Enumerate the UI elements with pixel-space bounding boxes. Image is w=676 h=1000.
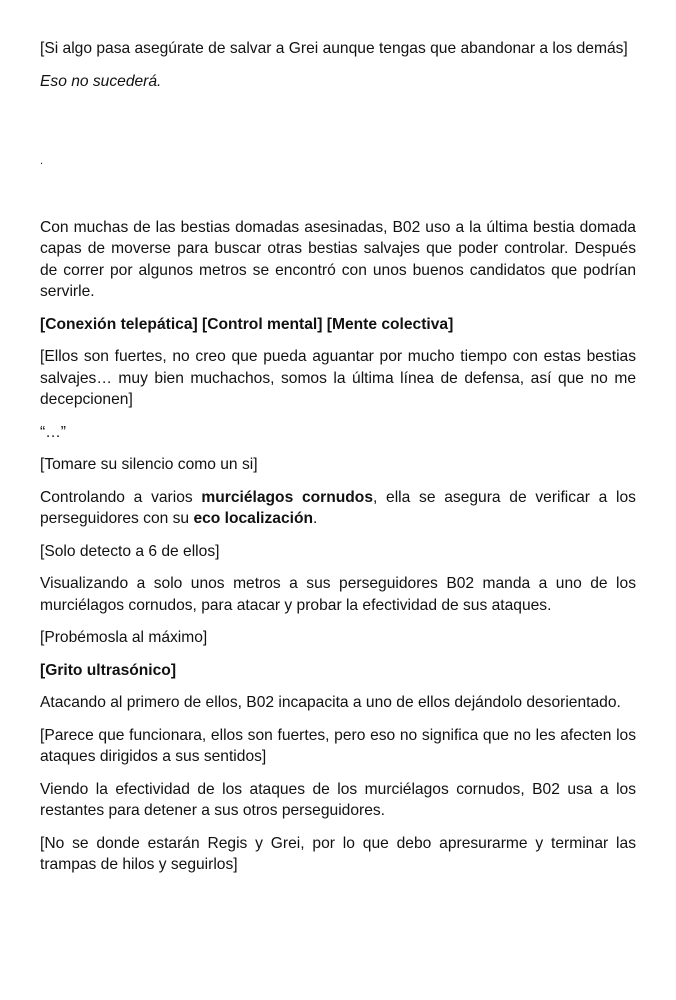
- paragraph-dialogue-4: [Solo detecto a 6 de ellos]: [40, 542, 220, 560]
- paragraph-dialogue-6: [Parece que funcionara, ellos son fuertes, pero eso no significa que no les afecten los ataques dirigidos a sus sentidos]: [40, 726, 636, 765]
- paragraph-narration-3: Visualizando a solo unos metros a sus perseguidores B02 manda a uno de los murciélagos cornudos, para atacar y probar la efectividad de sus ataques.: [40, 575, 636, 614]
- paragraph-thought-1: Eso no sucederá.: [40, 72, 162, 90]
- paragraph-dialogue-3: [Tomare su silencio como un si]: [40, 456, 258, 473]
- paragraph-narration-5: Viendo la efectividad de los ataques de los murciélagos cornudos, B02 usa a los restantes para detener a sus otros perseguidores.: [40, 780, 636, 819]
- scene-break-dot: .: [40, 155, 44, 167]
- paragraph-dialogue-7: [No se donde estarán Regis y Grei, por lo que debo apresurarme y terminar las trampas de hilos y seguirlos]: [40, 834, 636, 873]
- spacer: [40, 173, 636, 217]
- spacer: [40, 103, 636, 151]
- paragraph-dialogue-1: [Si algo pasa asegúrate de salvar a Grei aunque tengas que abandonar a los demás]: [40, 40, 628, 57]
- bold-term-echolocation: eco localización: [193, 510, 314, 527]
- narration-text: .: [313, 510, 318, 527]
- narration-text: Controlando a varios: [40, 488, 202, 506]
- paragraph-narration-2: [40, 487, 636, 530]
- paragraph-dialogue-2: [Ellos son fuertes, no creo que pueda aguantar por mucho tiempo con estas bestias salvajes… muy bien muchachos, somos la última línea de defensa, así que no me decepcionen]: [40, 348, 636, 408]
- paragraph-skills-1: [Conexión telepática] [Control mental] [Mente colectiva]: [40, 315, 454, 333]
- paragraph-dialogue-5: [Probémosla al máximo]: [40, 629, 208, 646]
- paragraph-narration-4: Atacando al primero de ellos, B02 incapacita a uno de ellos dejándolo desorientado.: [40, 694, 621, 711]
- paragraph-narration-1: Con muchas de las bestias domadas asesinadas, B02 uso a la última bestia domada capas de moverse para buscar otras bestias salvajes que poder controlar. Después de correr por algunos metros se encontró con unos buenos candidatos que podrían servirle.: [40, 218, 636, 300]
- document-page: [40, 38, 636, 887]
- bold-term-bats: murciélagos cornudos: [201, 488, 373, 506]
- paragraph-silence: “…”: [40, 423, 66, 441]
- narration-text: , ella se asegura de verificar a los perseguidores con su: [40, 488, 636, 527]
- paragraph-skills-2: [Grito ultrasónico]: [40, 661, 177, 679]
